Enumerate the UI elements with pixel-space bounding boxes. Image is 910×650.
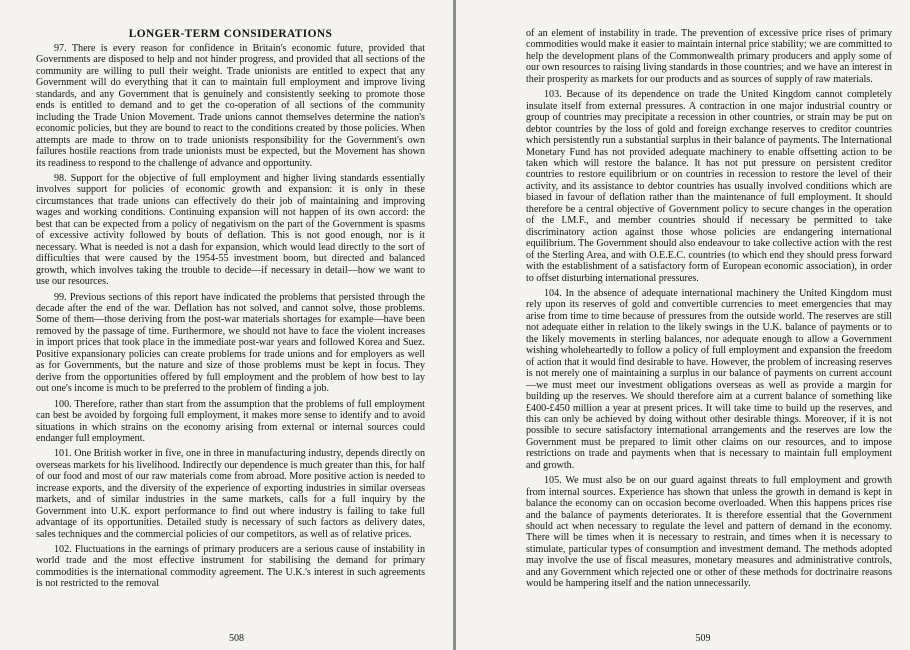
paragraph-104: 104. In the absence of adequate international machinery the United Kingdom must rely upon its reserves of gold and convertible currencies to meet emergencies that may arise from time to time because of pressures from the outside world. The reserves are still not adequate either in relation to the likely swings in the U.K. balance of payments or to the likely movements in sterling balances, nor adequate enough to allow a Government wishing wholeheartedly to follow a policy of full employment and expansion the freedom of action that it would find desirable to have. However, the problem of increasing reserves is not merely one of maintaining a surplus in our balance of payments on current account—we must meet our investment obligations overseas as well as provide a margin for building up the reserves. We should therefore aim at a current balance of something like £400-£450 million a year at present prices. It will take time to build up the reserves, and this can only be achieved by doing without other desirable things. Moreover, if it is not possible to secure satisfactory international arrangements and the reserves are low the Government must be prepared to limit other claims on our resources, and to impose restrictions on trade and payments when that is necessary to maintain full employment and growth. [526,287,892,471]
section-heading: LONGER-TERM CONSIDERATIONS [128,28,333,40]
paragraph-99: 99. Previous sections of this report have indicated the problems that persisted through the decade after the end of the war. Deflation has not solved, and cannot solve, those problems. Some of them—those deriving from the post-war materials shortages for example—have been removed by the passage of time. Furthermore, we should not have to face the violent increases in import prices that took place in the immediate post-war years and followed Korea and Suez. Positive expansionary policies can create problems for trade unions and for employers as well as for Governments, but the nature and size of those problems must be kept in focus. They derive from the opportunities offered by full employment and the problem of how best to lay out one's income is much to be preferred to the problem of finding a job. [36,291,425,395]
paragraph-100: 100. Therefore, rather than start from the assumption that the problems of full employment can best be avoided by forgoing full employment, it makes more sense to identify and to avoid situations in which strains on the economy arising from external or internal sources could endanger full employment. [36,398,425,444]
paragraph-98: 98. Support for the objective of full employment and higher living standards essentially involves support for policies of economic growth and expansion: it is only in these circumstances that trade unions can effectively do their job of maintaining and improving wages and working conditions. Continuing expansion will not happen of its own accord: the best that can be expected from a policy of negativism on the part of the Government is spasms of excessive activity followed by bouts of deflation. This is not good enough, nor is it necessary. What is needed is not a dash for expansion, which would lead directly to the sort of difficulties that were caused by the 1954-55 investment boom, but directed and balanced growth, which involves taking the trouble to decide—if necessary in detail—how we want to use our resources. [36,172,425,288]
paragraph-101: 101. One British worker in five, one in three in manufacturing industry, depends directly on overseas markets for his livelihood. Indirectly our dependence is much greater than this, for half of our food and most of our raw materials come from abroad. More positive action is needed to increase exports, and the diversity of the experience of exporting industries in similar overseas markets, and of similar industries in the same markets, calls for a full inquiry by the Government into U.K. export performance to find out where industry is failing to take full advantage of its opportunities. Detailed study is necessary of such factors as delivery dates, sales techniques and the commercial policies of our competitors, as well as of relative prices. [36,448,425,540]
paragraph-105: 105. We must also be on our guard against threats to full employment and growth from internal sources. Experience has shown that unless the growth in demand is kept in balance the economy can on occasion become overloaded. When this happens prices rise and the balance of payments deteriorates. It is therefore essential that the Government should act when necessary to regulate the level and pattern of demand in the economy. There will be times when it is necessary to restrain, and times when it is necessary to stimulate, particular types of consumption and investment demand. The methods adopted may involve the use of fiscal measures, monetary measures and administrative controls, and any Government which rejected one or other of these methods for doctrinaire reasons would be hampering itself and the nation unnecessarily. [526,475,892,590]
right-page [456,0,910,650]
paragraph-102: 102. Fluctuations in the earnings of primary producers are a serious cause of instability in world trade and the most effective instrument for stabilising the demand for primary commodities is the international commodity agreement. The U.K.'s interest in such agreements is not restricted to the removal [36,544,425,590]
page-number-left: 508 [229,633,244,644]
page-number-right: 509 [695,633,711,644]
paragraph-102-continued: of an element of instability in trade. The prevention of excessive price rises of primary commodities would make it easier to maintain internal price stability; we are committed to help the development plans of the Commonwealth primary producers and apply some of our own resources to raising living standards in those countries; and we have an interest in their prosperity as markets for our products and as sources of supply of raw materials. [526,28,892,85]
paragraph-97: 97. There is every reason for confidence in Britain's economic future, provided that Governments are disposed to help and not hinder progress, and provided that all sections of the community are willing to pull their weight. Trade unionists are entitled to expect that any Government will do everything that it can to maintain full employment and improve living standards, and any Government that is genuinely and consistently seeking to promote those ends is entitled to demand and to get the co-operation of all sections of the community including the Trade Union Movement. Trade unions cannot themselves determine the nation's economic policies, but they are bound to react to the conditions created by those policies. When attempts are made to throw on to trade unionists responsibility for the Government's own failures hostile reactions from trade unionists must be expected, but the Movement has shown its readiness to respond to the challenge of advance and opportunity. [36,43,425,169]
paragraph-103: 103. Because of its dependence on trade the United Kingdom cannot completely insulate itself from external pressures. A contraction in one major industrial country or group of countries may precipitate a recession in other countries, or strain may be put on debtor countries by the loss of gold and foreign exchange reserves to creditor countries which persistently run a substantial surplus in their balance of payments. The International Monetary Fund has not provided adequate machinery to enable offsetting action to be taken which will restore the balance. It has not put pressure on persistent creditor countries to restore equilibrium or on countries in recession to restore the level of their activity, and its assistance to debtor countries has usually involved conditions which are biased in favour of deflation rather than the maintenance of full employment. It should therefore be a central objective of Government policy to secure changes in the operation of the I.M.F., and member countries should if necessary be permitted to take discriminatory action against those whose policies are endangering international equilibrium. The Government should also endeavour to take collective action with the rest of the Sterling Area, and with O.E.E.C. countries (to which end they should press forward with the establishment of a satisfactory form of European economic association), in order to offset disturbing international pressures. [526,89,892,284]
left-page [0,0,453,650]
